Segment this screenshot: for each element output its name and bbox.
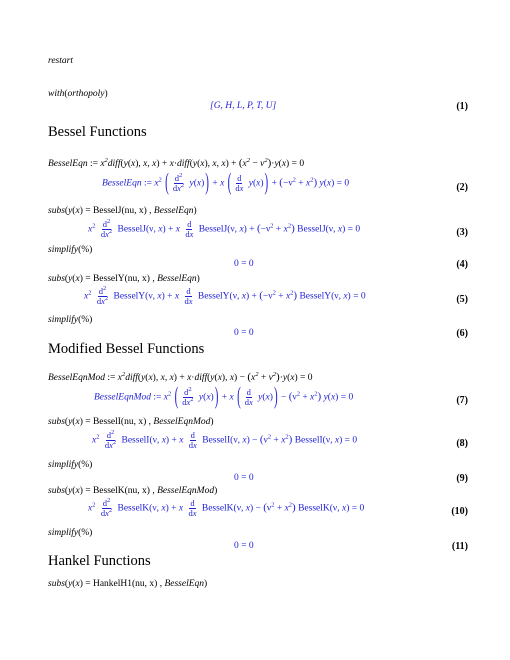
equation-label-2: (2) (456, 182, 468, 193)
subs-besselj-command[interactable]: subs(y(x) = BesselJ(nu, x) , BesselEqn) (48, 206, 197, 216)
orthopoly-list: [G, H, L, P, T, U] (210, 101, 277, 111)
heading-modified-bessel-functions: Modified Bessel Functions (48, 341, 205, 357)
bessel-eqn-command[interactable]: BesselEqn := $x^2diff(y(x)$, x, x) + x·diff(y(x), x, $x) + (x^2 - \nu^2)\cdot y(x) = 0$ (48, 157, 305, 169)
besselj-output: $x^2$ $\frac{d^2}{dx^2}$ BesselJ(ν, x) + x $\frac{d}{dx}$ BesselJ(ν, $x) + (-\nu^2 + x^2)$ BesselJ(ν, x) = 0 (88, 218, 361, 239)
equation-label-4: (4) (456, 259, 468, 270)
zero-output-9: 0 = 0 (234, 473, 254, 483)
zero-output-4: 0 = 0 (234, 259, 254, 269)
restart-command[interactable] (48, 56, 73, 66)
subs-hankel-command[interactable]: subs(y(x) = HankelH1(nu, x) , BesselEqn) (48, 579, 208, 589)
heading-bessel-functions: Bessel Functions (48, 124, 147, 140)
with-command[interactable]: with(orthopoly) (48, 89, 108, 99)
besselk-output: $x^2$ $\frac{d^2}{dx^2}$ BesselK(ν, x) + x $\frac{d}{dx}$ BesselK(ν, $x) - (\nu^2 + x^2)$ BesselK(ν, x) = 0 (88, 497, 365, 518)
zero-output-11: 0 = 0 (234, 541, 254, 551)
restart-text: restart (48, 56, 73, 66)
simplify-command-4[interactable]: simplify(%) (48, 528, 93, 538)
subs-text: subs (48, 206, 65, 216)
equation-label-5: (5) (456, 294, 468, 305)
subs-besseli-command[interactable]: subs(y(x) = BesselI(nu, x) , BesselEqnMod) (48, 417, 214, 427)
bessel-eqn-mod-name: BesselEqnMod (48, 373, 105, 383)
equation-label-3: (3) (456, 227, 468, 238)
besselj-sub-text: BesselJ(nu, x) (92, 206, 147, 216)
simplify-command-3[interactable]: simplify(%) (48, 460, 93, 470)
orthopoly-output (210, 101, 276, 111)
equation-label-6: (6) (456, 328, 468, 339)
hankel-sub-text: HankelH1(nu, x) (92, 579, 158, 589)
equation-label-7: (7) (456, 395, 468, 406)
bessel-eqn-mod-output: BesselEqnMod := $x^2$ ( $\frac{d^2}{dx^2}$ y(x)) + x ( $\frac{d}{dx}$ $y(x)) - (\nu^2 + x^2) y(x) = 0$ (94, 383, 354, 410)
besseli-sub-text: BesselI(nu, x) (92, 417, 147, 427)
equation-label-1: (1) (456, 101, 468, 112)
besselk-sub-text: BesselK(nu, x) (92, 486, 150, 496)
equation-label-10: (10) (451, 506, 468, 517)
simplify-command-1[interactable]: simplify(%) (48, 245, 93, 255)
equation-label-9: (9) (456, 473, 468, 484)
heading-hankel-functions: Hankel Functions (48, 553, 151, 569)
with-arg-text: orthopoly (67, 89, 105, 99)
equation-label-11: (11) (451, 541, 468, 552)
besseli-output: $x^2$ $\frac{d^2}{dx^2}$ BesselI(ν, x) + x $\frac{d}{dx}$ BesselI(ν, $x) - (\nu^2 + x^2)$ BesselI(ν, x) = 0 (92, 429, 358, 450)
bessel-eqn-mod-command[interactable]: BesselEqnMod := $x^2diff(y(x)$, x, x) + x·diff(y(x), $x) - (x^2 + \nu^2)\cdot y(x) = 0$ (48, 371, 313, 383)
bessely-sub-text: BesselY(nu, x) (92, 274, 150, 284)
bessel-eqn-output: BesselEqn := $x^2$ ( $\frac{d^2}{dx^2}$ y(x)) + x ( $\frac{d}{dx}$ $y(x)) + (-\nu^2 + x^2) y(x) = 0$ (102, 169, 350, 196)
simplify-command-2[interactable]: simplify(%) (48, 315, 93, 325)
equation-label-8: (8) (456, 438, 468, 449)
bessel-eqn-name: BesselEqn (48, 159, 88, 169)
with-text: with (48, 89, 65, 99)
zero-output-6: 0 = 0 (234, 328, 254, 338)
subs-bessely-command[interactable]: subs(y(x) = BesselY(nu, x) , BesselEqn) (48, 274, 200, 284)
subs-besselk-command[interactable]: subs(y(x) = BesselK(nu, x) , BesselEqnMod) (48, 486, 218, 496)
bessely-output: $x^2$ $\frac{d^2}{dx^2}$ BesselY(ν, x) + x $\frac{d}{dx}$ BesselY(ν, $x) + (-\nu^2 + x^2)$ BesselY(ν, x) = 0 (84, 285, 366, 306)
